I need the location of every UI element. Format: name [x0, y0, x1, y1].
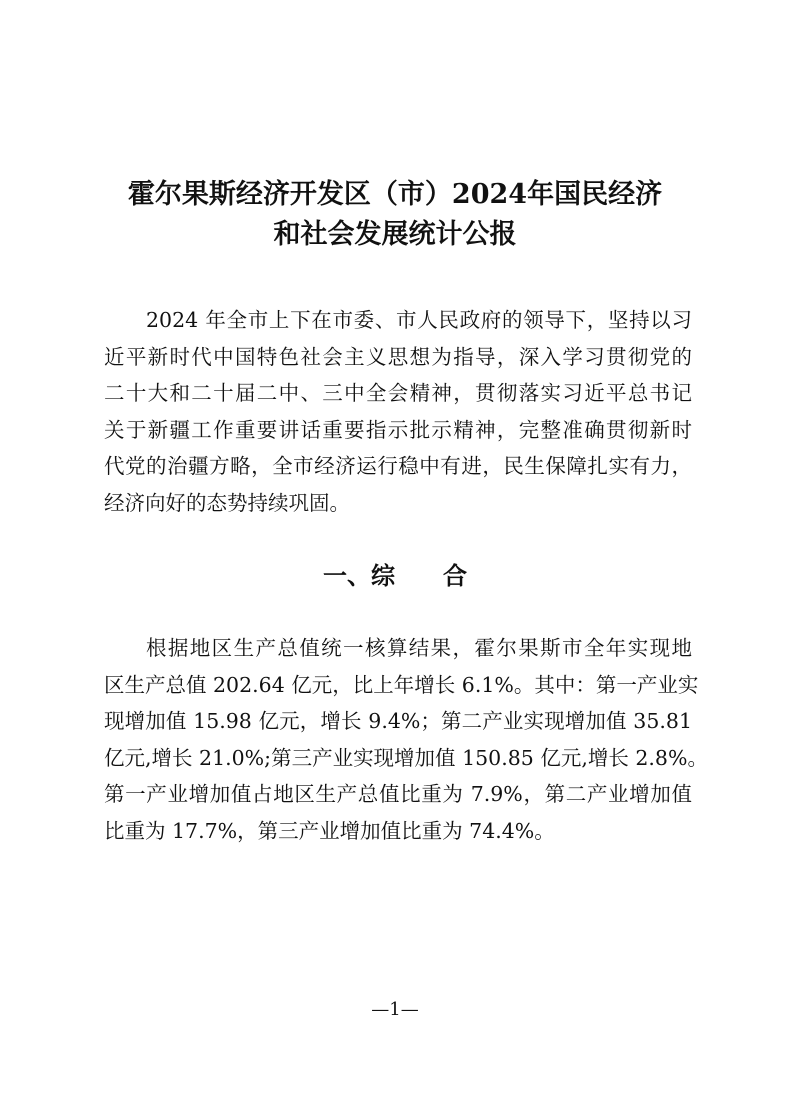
text-line: 区生产总值 202.64 亿元，比上年增长 6.1%。其中：第一产业实: [104, 672, 699, 697]
section-heading: 一、综 合: [323, 561, 467, 590]
title-line-1: 霍尔果斯经济开发区（市）2024年国民经济: [127, 179, 663, 210]
text-line: 经济向好的态势持续巩固。: [104, 490, 350, 515]
text-line: 现增加值 15.98 亿元，增长 9.4%；第二产业实现增加值 35.81: [104, 709, 692, 734]
page-number: —1—: [371, 999, 419, 1020]
text-line: 第一产业增加值占地区生产总值比重为 7.9%，第二产业增加值: [104, 782, 692, 807]
text-line: 根据地区生产总值统一核算结果，霍尔果斯市全年实现地: [146, 636, 692, 660]
text-line: 关于新疆工作重要讲话重要指示批示精神，完整准确贯彻新时: [104, 417, 692, 442]
text-line: 亿元,增长 21.0%;第三产业实现增加值 150.85 亿元,增长 2.8%。: [104, 745, 708, 770]
text-line: 近平新时代中国特色社会主义思想为指导，深入学习贯彻党的: [104, 344, 692, 369]
title-line-2: 和社会发展统计公报: [273, 219, 517, 250]
summary-paragraph: [104, 630, 708, 850]
document-title: [0, 175, 790, 255]
text-line: 比重为 17.7%，第三产业增加值比重为 74.4%。: [104, 818, 555, 843]
intro-paragraph: [104, 302, 692, 522]
text-line: 2024 年全市上下在市委、市人民政府的领导下，坚持以习: [146, 308, 692, 332]
text-line: 代党的治疆方略，全市经济运行稳中有进，民生保障扎实有力，: [104, 454, 692, 479]
text-line: 二十大和二十届二中、三中全会精神，贯彻落实习近平总书记: [104, 381, 692, 406]
